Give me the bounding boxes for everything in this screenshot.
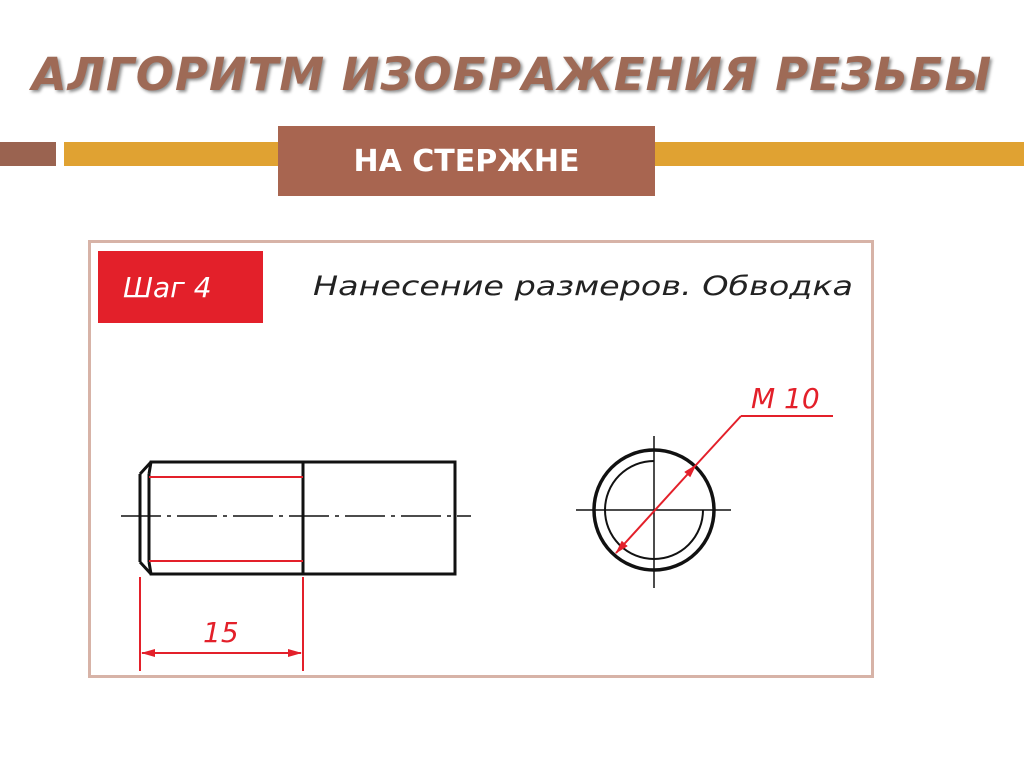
thread-designation: М 10 xyxy=(751,382,820,415)
drawing-frame xyxy=(88,240,874,678)
slide-subtitle: НА СТЕРЖНЕ xyxy=(353,143,580,179)
thread-leader-line xyxy=(696,416,741,465)
dimension-length-label: 15 xyxy=(203,616,239,649)
step-caption: Нанесение размеров. Обводка xyxy=(313,271,853,302)
slide-title: АЛГОРИТМ ИЗОБРАЖЕНИЯ РЕЗЬБЫ xyxy=(31,48,993,101)
step-label: Шаг 4 xyxy=(123,271,212,304)
technical-drawing xyxy=(91,243,871,675)
decor-bar-left xyxy=(0,142,56,166)
subtitle-box xyxy=(278,126,655,196)
thread-dimension-line xyxy=(616,465,696,553)
